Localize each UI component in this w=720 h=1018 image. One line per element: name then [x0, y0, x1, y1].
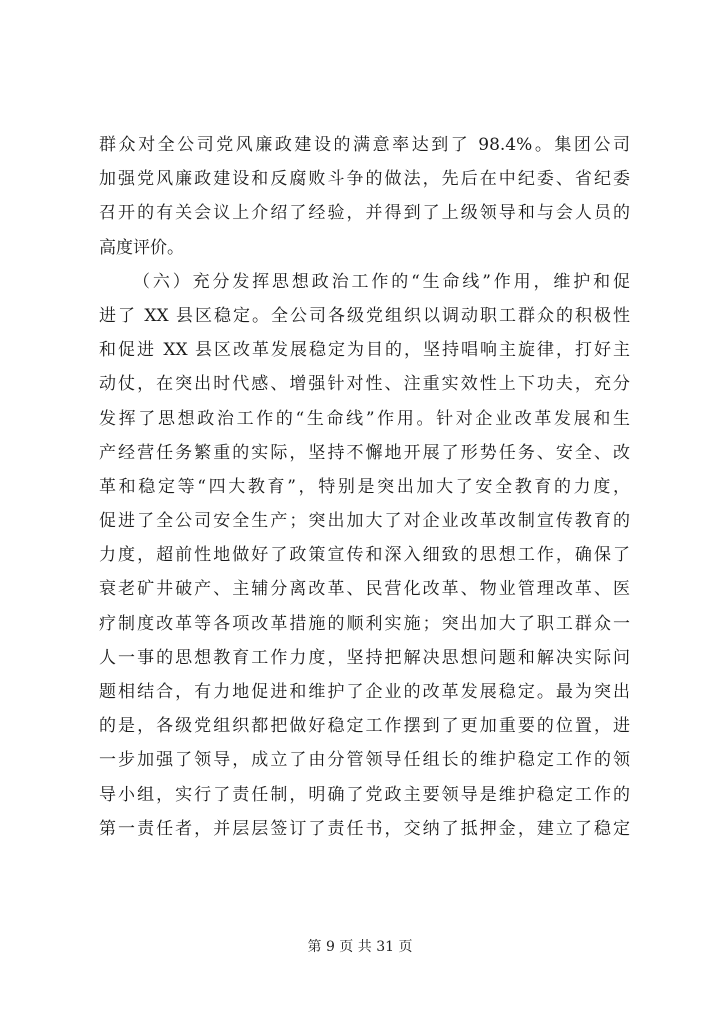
text-line: 和促进 XX 县区改革发展稳定为目的，坚持唱响主旋律，打好主: [99, 340, 630, 361]
text-line: 衰老矿井破产、主辅分离改革、民营化改革、物业管理改革、医: [99, 579, 630, 600]
text-line: 群众对全公司党风廉政建设的满意率达到了 98.4%。集团公司: [99, 135, 630, 155]
text-line: 产经营任务繁重的实际，坚持不懈地开展了形势任务、安全、改: [99, 442, 630, 463]
text-line: （六）充分发挥思想政治工作的“生命线”作用，维护和促: [133, 271, 630, 292]
text-line: 高度评价。: [99, 237, 184, 258]
paragraph-2: [99, 265, 630, 846]
paragraph-1: [99, 128, 630, 265]
text-line: 一步加强了领导，成立了由分管领导任组长的维护稳定工作的领: [99, 750, 630, 771]
text-line: 召开的有关会议上介绍了经验，并得到了上级领导和与会人员的: [99, 203, 630, 224]
text-line: 题相结合，有力地促进和维护了企业的改革发展稳定。最为突出: [99, 682, 630, 702]
text-line: 发挥了思想政治工作的“生命线”作用。针对企业改革发展和生: [99, 408, 630, 429]
text-line: 加强党风廉政建设和反腐败斗争的做法，先后在中纪委、省纪委: [99, 169, 630, 190]
body-text: [99, 128, 630, 846]
text-line: 进了 XX 县区稳定。全公司各级党组织以调动职工群众的积极性: [99, 305, 630, 326]
text-line: 动仗，在突出时代感、增强针对性、注重实效性上下功夫，充分: [99, 374, 630, 395]
text-line: 导小组，实行了责任制，明确了党政主要领导是维护稳定工作的: [99, 784, 630, 805]
text-line: 力度，超前性地做好了政策宣传和深入细致的思想工作，确保了: [99, 545, 630, 566]
text-line: 第一责任者，并层层签订了责任书，交纳了抵押金，建立了稳定: [99, 818, 630, 839]
text-line: 人一事的思想教育工作力度，坚持把解决思想问题和解决实际问: [99, 647, 630, 668]
page-number-footer: 第 9 页 共 31 页: [307, 939, 413, 955]
text-line: 促进了全公司安全生产；突出加大了对企业改革改制宣传教育的: [99, 511, 630, 532]
text-line: 疗制度改革等各项改革措施的顺利实施；突出加大了职工群众一: [99, 613, 630, 634]
text-line: 革和稳定等“四大教育”，特别是突出加大了安全教育的力度，: [99, 476, 630, 497]
text-line: 的是，各级党组织都把做好稳定工作摆到了更加重要的位置，进: [99, 716, 630, 737]
